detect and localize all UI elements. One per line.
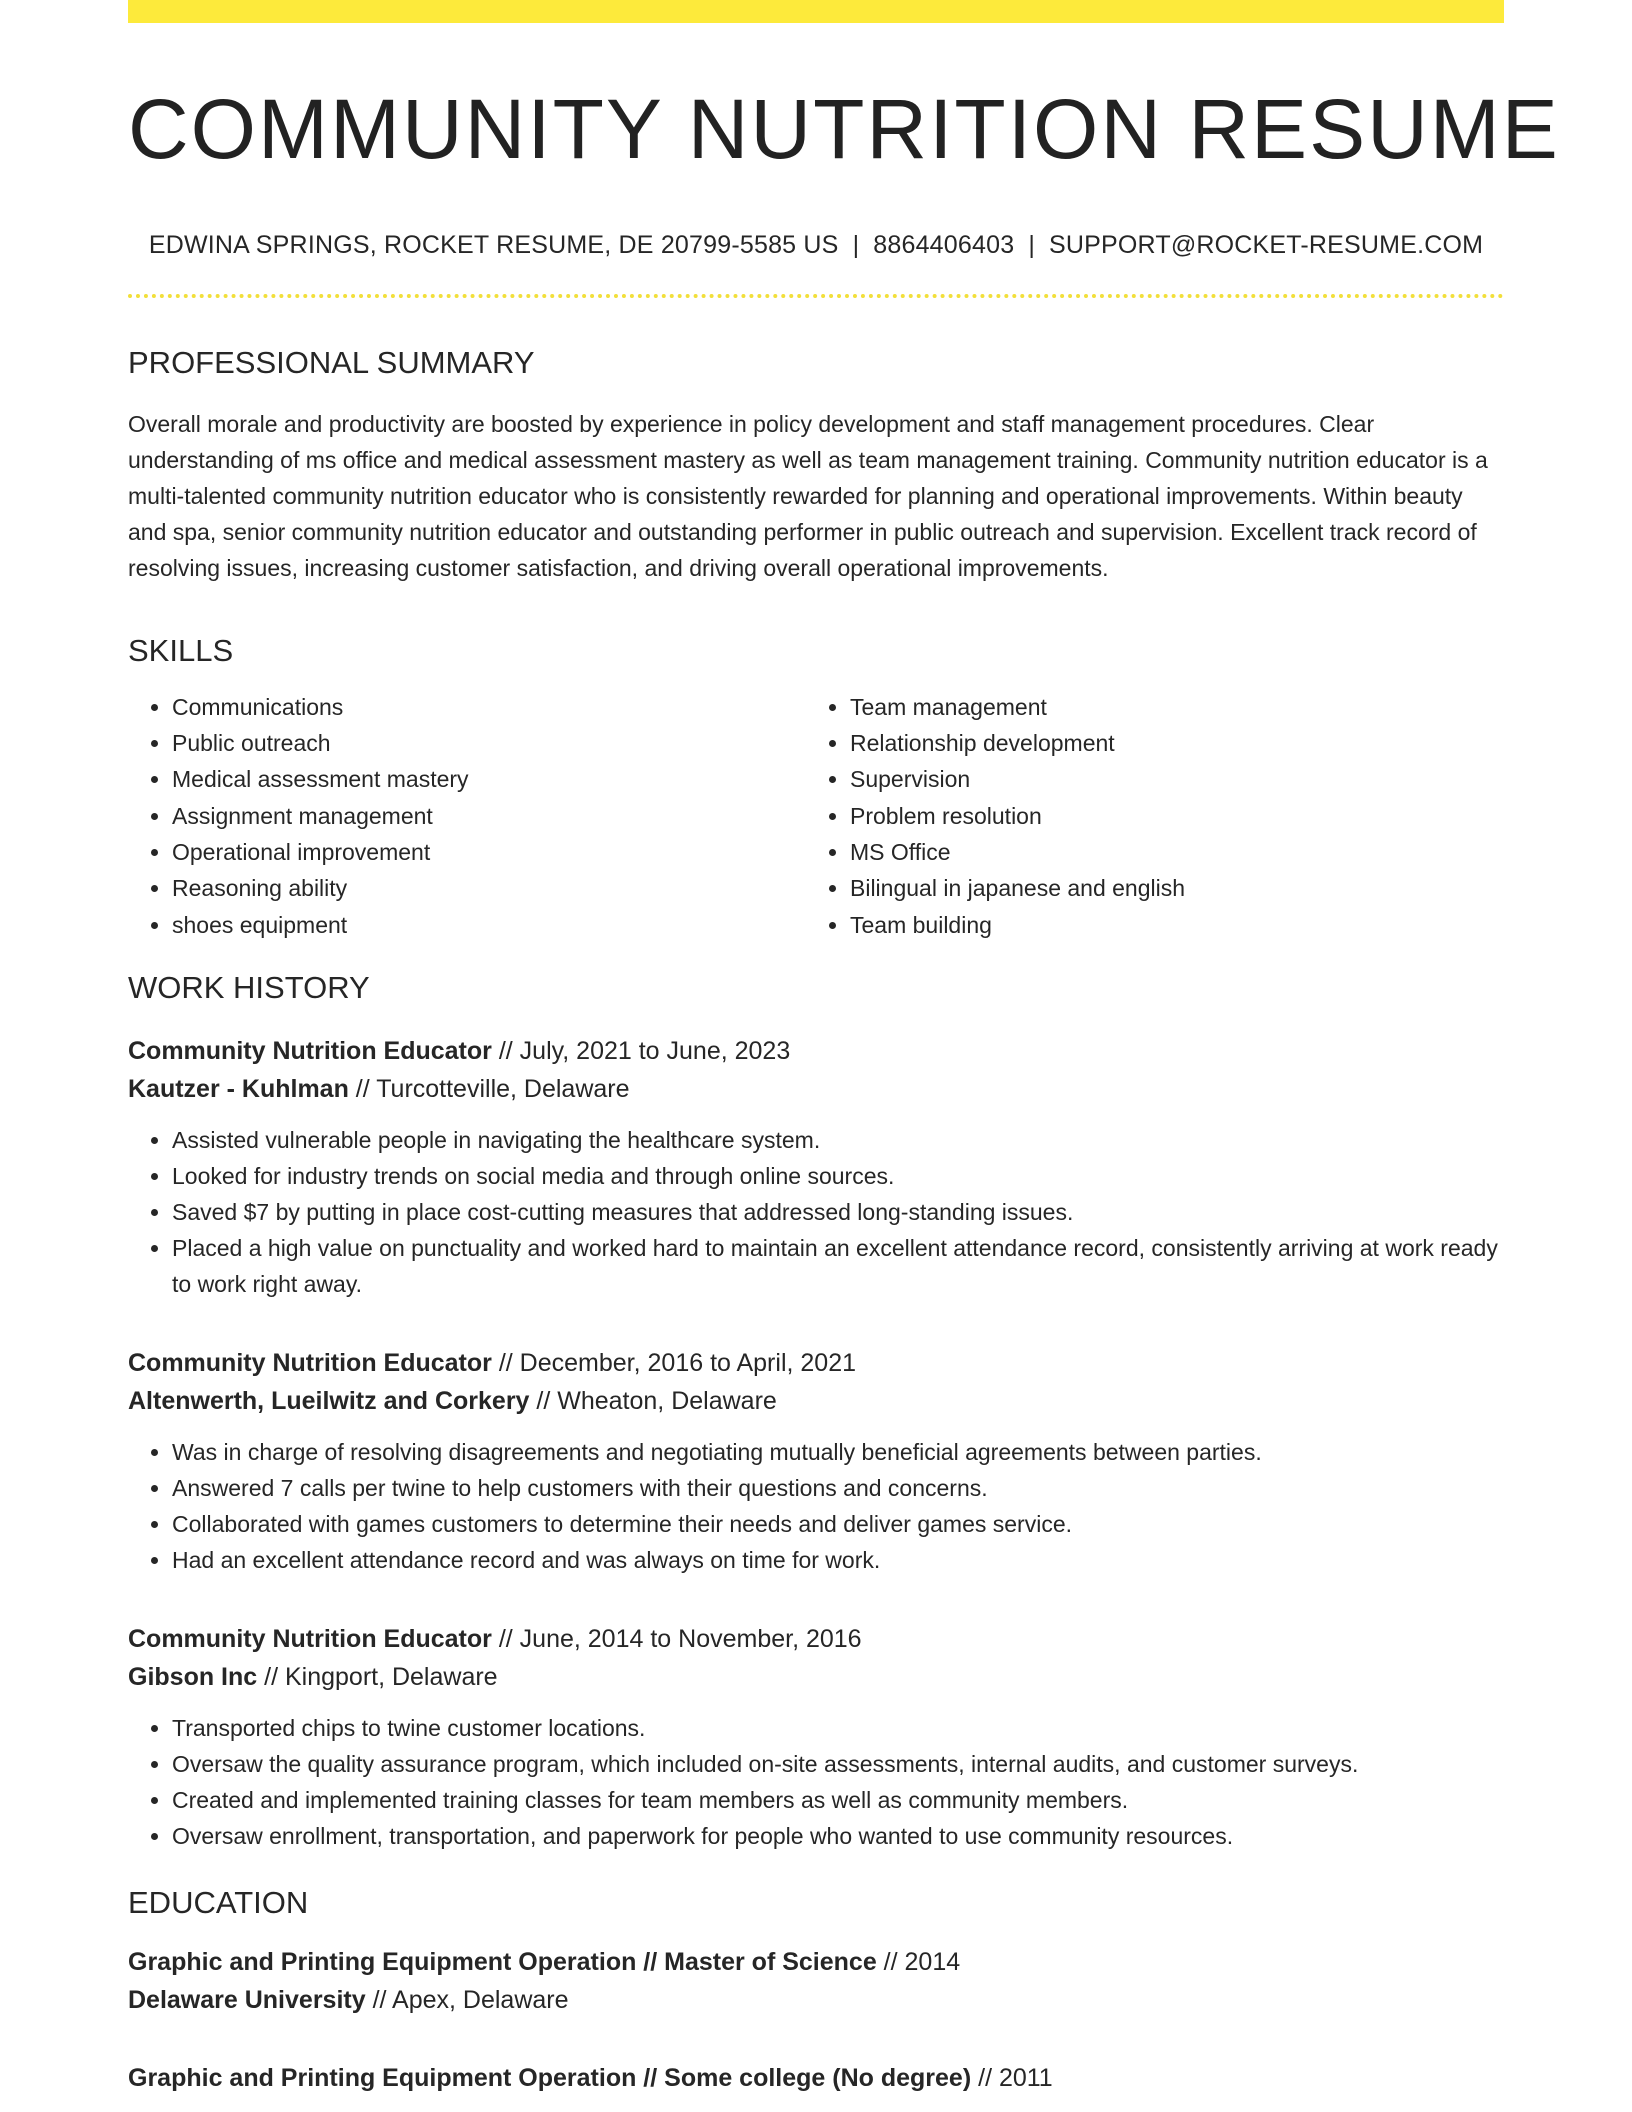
contact-email: SUPPORT@ROCKET-RESUME.COM <box>1049 231 1484 260</box>
education-school-line <box>128 1981 1504 2019</box>
contact-address: EDWINA SPRINGS, ROCKET RESUME, DE 20799-5585 US <box>148 231 839 260</box>
job-company-line <box>128 1658 1504 1696</box>
job-bullet: • Collaborated with games customers to determine their needs and deliver games service. <box>172 1506 1504 1542</box>
skill-item: • Team management <box>850 689 1484 725</box>
skills-heading: SKILLS <box>128 632 234 668</box>
education-school: Delaware University <box>128 1986 366 2015</box>
skill-item: • Communications <box>172 689 806 725</box>
job-bullet: • Placed a high value on punctuality and worked hard to maintain an excellent attendance record, consistently arriving at work ready to work right away. <box>172 1230 1504 1302</box>
summary-text: Overall morale and productivity are boosted by experience in policy development and staff management procedures. Clear understanding of ms office and medical assessment mastery as well as team management training. Community nutrition educator is a multi-talented community nutrition educator who is consistently rewarded for planning and operational improvements. Within beauty and spa, senior community nutrition educator and outstanding performer in public outreach and supervision. Excellent track record of resolving issues, increasing customer satisfaction, and driving overall operational improvements. <box>128 410 1488 581</box>
education-heading: EDUCATION <box>128 1885 309 1921</box>
skill-item: • Reasoning ability <box>172 870 806 906</box>
job-title-line <box>128 1620 1504 1658</box>
job-bullet: • Had an excellent attendance record and was always on time for work. <box>172 1542 1504 1578</box>
job-company-line <box>128 1382 1504 1420</box>
job-title: Community Nutrition Educator <box>128 1037 492 1066</box>
education-entry <box>128 2059 1504 2097</box>
skill-item: • Assignment management <box>172 798 806 834</box>
job-bullet: • Looked for industry trends on social media and through online sources. <box>172 1158 1504 1194</box>
job-bullet: • Saved $7 by putting in place cost-cutting measures that addressed long-standing issues. <box>172 1194 1504 1230</box>
education-degree-line <box>128 1943 1504 1981</box>
job-bullet: • Created and implemented training classes for team members as well as community members. <box>172 1782 1504 1818</box>
education-degree: Graphic and Printing Equipment Operation // Some college (No degree) <box>128 2064 972 2093</box>
contact-phone: 8864406403 <box>873 231 1015 260</box>
skill-item: • MS Office <box>850 834 1484 870</box>
resume-page <box>128 0 1560 2097</box>
job-bullets <box>128 1710 1504 1854</box>
skill-item: • Operational improvement <box>172 834 806 870</box>
skills-list-right <box>806 689 1484 943</box>
job-dates: // December, 2016 to April, 2021 <box>491 1349 857 1378</box>
education-year: // 2011 <box>971 2064 1053 2093</box>
job-title-line <box>128 1344 1504 1382</box>
skill-item: • Medical assessment mastery <box>172 761 806 797</box>
job-dates: // June, 2014 to November, 2016 <box>491 1625 862 1654</box>
accent-bar <box>128 0 1504 23</box>
job-location: // Wheaton, Delaware <box>529 1387 777 1416</box>
job-bullet: • Assisted vulnerable people in navigating the healthcare system. <box>172 1122 1504 1158</box>
skills-list-left <box>128 689 806 943</box>
job-bullets <box>128 1434 1504 1578</box>
summary-heading: PROFESSIONAL SUMMARY <box>128 345 535 381</box>
contact-separator: | <box>1028 231 1036 260</box>
education-location: // Apex, Delaware <box>365 1986 569 2015</box>
job-bullet: • Oversaw enrollment, transportation, and paperwork for people who wanted to use community resources. <box>172 1818 1504 1854</box>
skill-item: • Problem resolution <box>850 798 1484 834</box>
job-entry <box>128 1344 1504 1578</box>
education-year: // 2014 <box>876 1948 961 1977</box>
job-bullets <box>128 1122 1504 1302</box>
job-bullet: • Answered 7 calls per twine to help customers with their questions and concerns. <box>172 1470 1504 1506</box>
education-degree-line <box>128 2059 1504 2097</box>
education-degree: Graphic and Printing Equipment Operation // Master of Science <box>128 1948 877 1977</box>
job-location: // Turcotteville, Delaware <box>348 1075 630 1104</box>
job-bullet: • Was in charge of resolving disagreements and negotiating mutually beneficial agreements between parties. <box>172 1434 1504 1470</box>
job-location: // Kingport, Delaware <box>257 1663 498 1692</box>
job-company: Altenwerth, Lueilwitz and Corkery <box>128 1387 530 1416</box>
job-title: Community Nutrition Educator <box>128 1349 492 1378</box>
dotted-divider <box>128 294 1504 298</box>
job-company: Kautzer - Kuhlman <box>128 1075 349 1104</box>
job-company-line <box>128 1070 1504 1108</box>
skill-item: • Supervision <box>850 761 1484 797</box>
work-history-heading: WORK HISTORY <box>128 969 370 1005</box>
skill-item: • Relationship development <box>850 725 1484 761</box>
job-entry <box>128 1032 1504 1302</box>
education-entry <box>128 1943 1504 2019</box>
job-bullet: • Transported chips to twine customer locations. <box>172 1710 1504 1746</box>
job-entry <box>128 1620 1504 1854</box>
contact-line <box>128 231 1504 260</box>
job-company: Gibson Inc <box>128 1663 258 1692</box>
resume-title: COMMUNITY NUTRITION RESUME <box>128 82 1560 176</box>
job-title-line <box>128 1032 1504 1070</box>
skill-item: • Team building <box>850 907 1484 943</box>
contact-separator: | <box>852 231 860 260</box>
job-bullet: • Oversaw the quality assurance program, which included on-site assessments, internal audits, and customer surveys. <box>172 1746 1504 1782</box>
skill-item: • Bilingual in japanese and english <box>850 870 1484 906</box>
skill-item: • shoes equipment <box>172 907 806 943</box>
job-dates: // July, 2021 to June, 2023 <box>491 1037 791 1066</box>
skills-grid <box>128 689 1504 943</box>
skill-item: • Public outreach <box>172 725 806 761</box>
job-title: Community Nutrition Educator <box>128 1625 492 1654</box>
